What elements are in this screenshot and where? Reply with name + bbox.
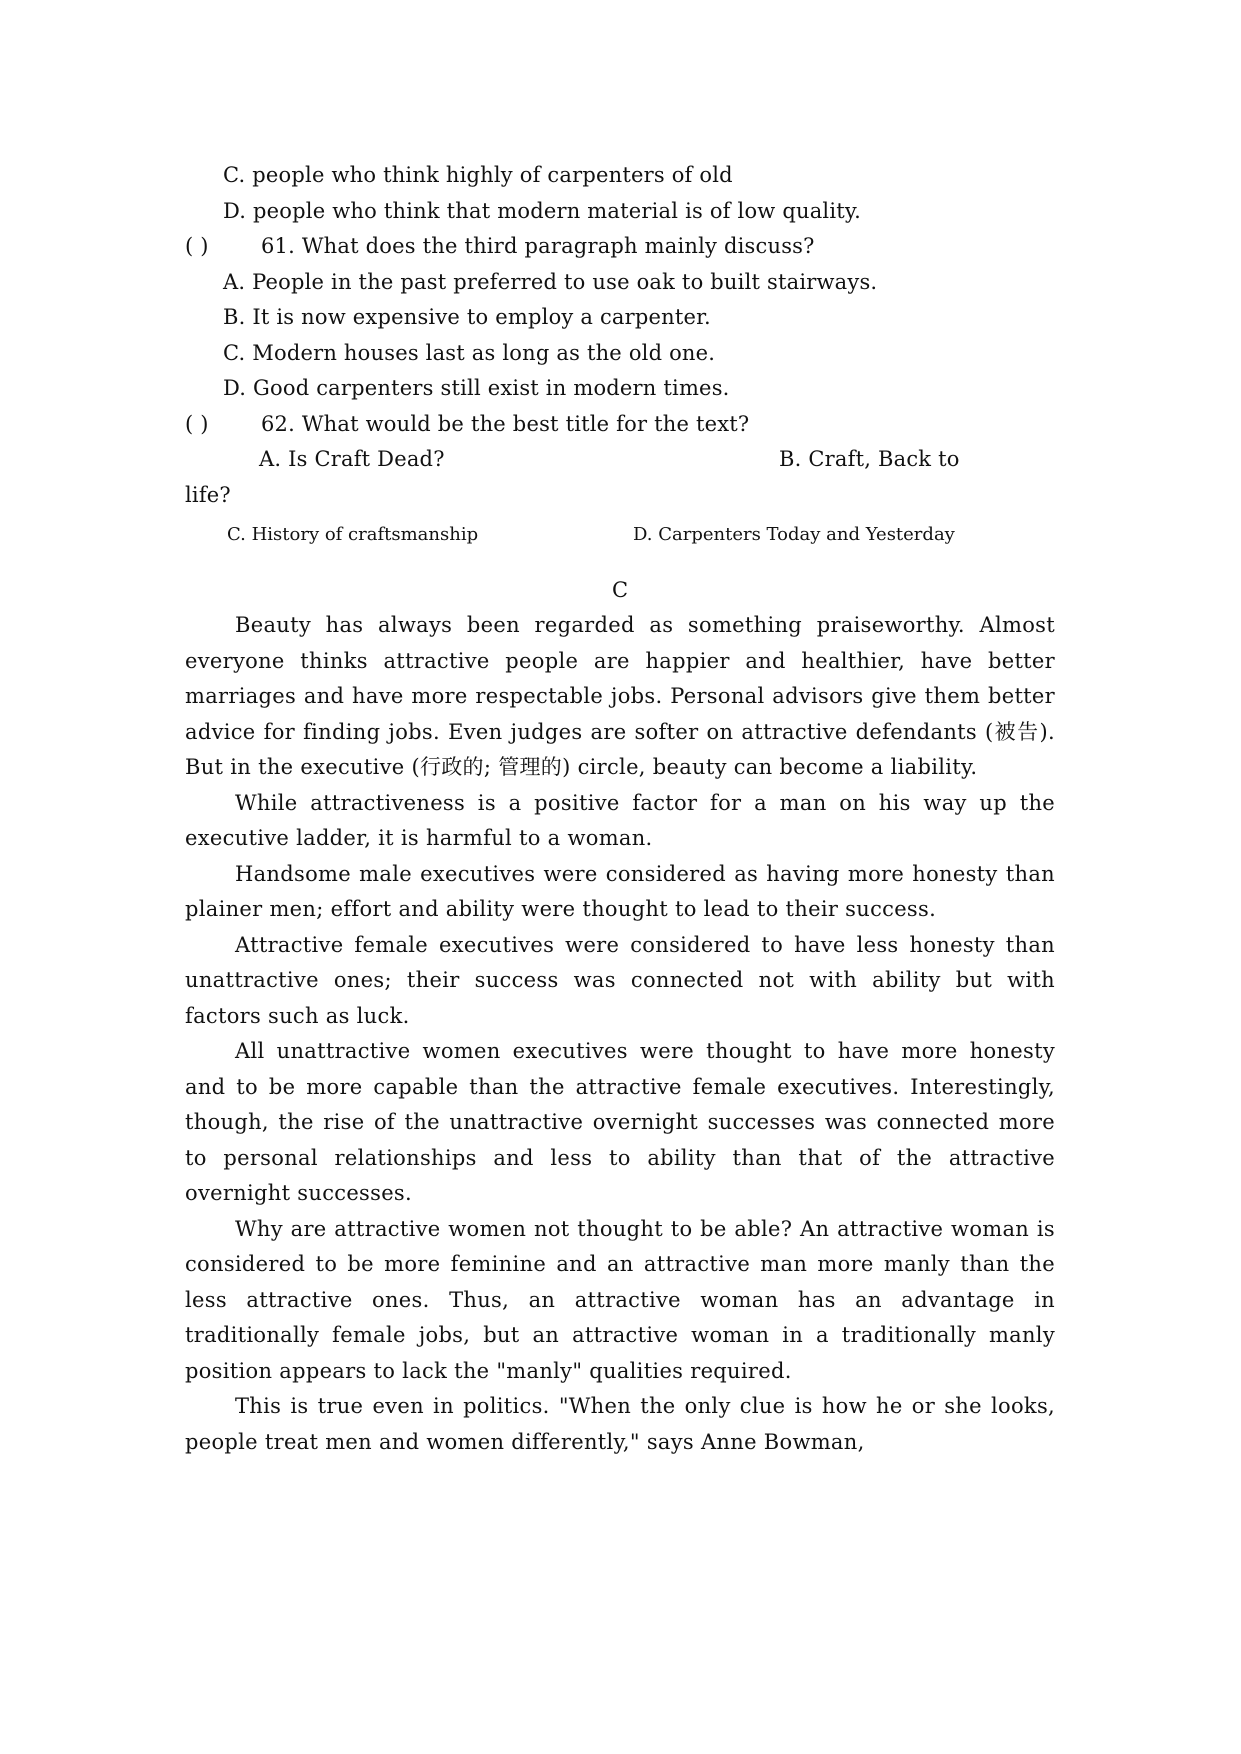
q60-option-c: C. people who think highly of carpenters of old [223, 163, 733, 187]
q62-stem [185, 407, 1055, 443]
q62-option-d: D. Carpenters Today and Yesterday [633, 524, 955, 545]
section-heading: C [611, 577, 629, 602]
q61-option-c: C. Modern houses last as long as the old one. [223, 340, 716, 365]
exam-page [185, 158, 1055, 1460]
passage-paragraph-4: Attractive female executives were considered to have less honesty than unattractive ones; their success was connected not with ability but with factors such as luck. [185, 932, 1055, 1028]
q62-option-c: C. History of craftsmanship [227, 524, 479, 545]
passage-paragraph-1: Beauty has always been regarded as something praiseworthy. Almost everyone thinks attractive people are happier and healthier, have better marriages and have more respectable jobs. Personal advisors give them better advice for finding jobs. Even judges are softer on attractive defendants (被告). But in the executive (行政的; 管理的) circle, beauty can become a liability. [185, 613, 1055, 779]
q61-option-a: A. People in the past preferred to use oak to built stairways. [223, 269, 878, 294]
q61-answer-blank[interactable]: ( ) [185, 234, 209, 258]
q61-option-d: D. Good carpenters still exist in modern times. [223, 376, 730, 400]
q61-stem-text: 61. What does the third paragraph mainly discuss? [261, 234, 815, 258]
passage-paragraph-3: Handsome male executives were considered as having more honesty than plainer men; effort and ability were thought to lead to their success. [185, 861, 1055, 921]
q62-stem-text: 62. What would be the best title for the text? [261, 411, 750, 436]
q62-option-a: A. Is Craft Dead? [259, 447, 445, 471]
q61-stem [185, 229, 1055, 265]
q62-option-b-continued: life? [185, 482, 231, 507]
q62-options-ab [185, 442, 1055, 478]
q62-answer-blank[interactable]: ( ) [185, 411, 209, 436]
q61-option-b: B. It is now expensive to employ a carpenter. [223, 305, 711, 329]
passage-paragraph-7: This is true even in politics. "When the only clue is how he or she looks, people treat men and women differently," says Anne Bowman, [185, 1394, 1055, 1454]
q62-options-cd [185, 513, 1055, 553]
passage-paragraph-2: While attractiveness is a positive factor for a man on his way up the executive ladder, it is harmful to a woman. [185, 790, 1055, 850]
q62-option-b: B. Craft, Back to [779, 447, 960, 471]
passage-paragraph-5: All unattractive women executives were thought to have more honesty and to be more capable than the attractive female executives. Interestingly, though, the rise of the unattractive overnight successes was connected more to personal relationships and less to ability than that of the attractive overnight successes. [185, 1039, 1055, 1205]
passage-paragraph-6: Why are attractive women not thought to be able? An attractive woman is considered to be more feminine and an attractive man more manly than the less attractive ones. Thus, an attractive woman has an advantage in traditionally female jobs, but an attractive woman in a traditionally manly position appears to lack the "manly" qualities required. [185, 1216, 1055, 1383]
q60-option-d: D. people who think that modern material is of low quality. [223, 198, 862, 223]
